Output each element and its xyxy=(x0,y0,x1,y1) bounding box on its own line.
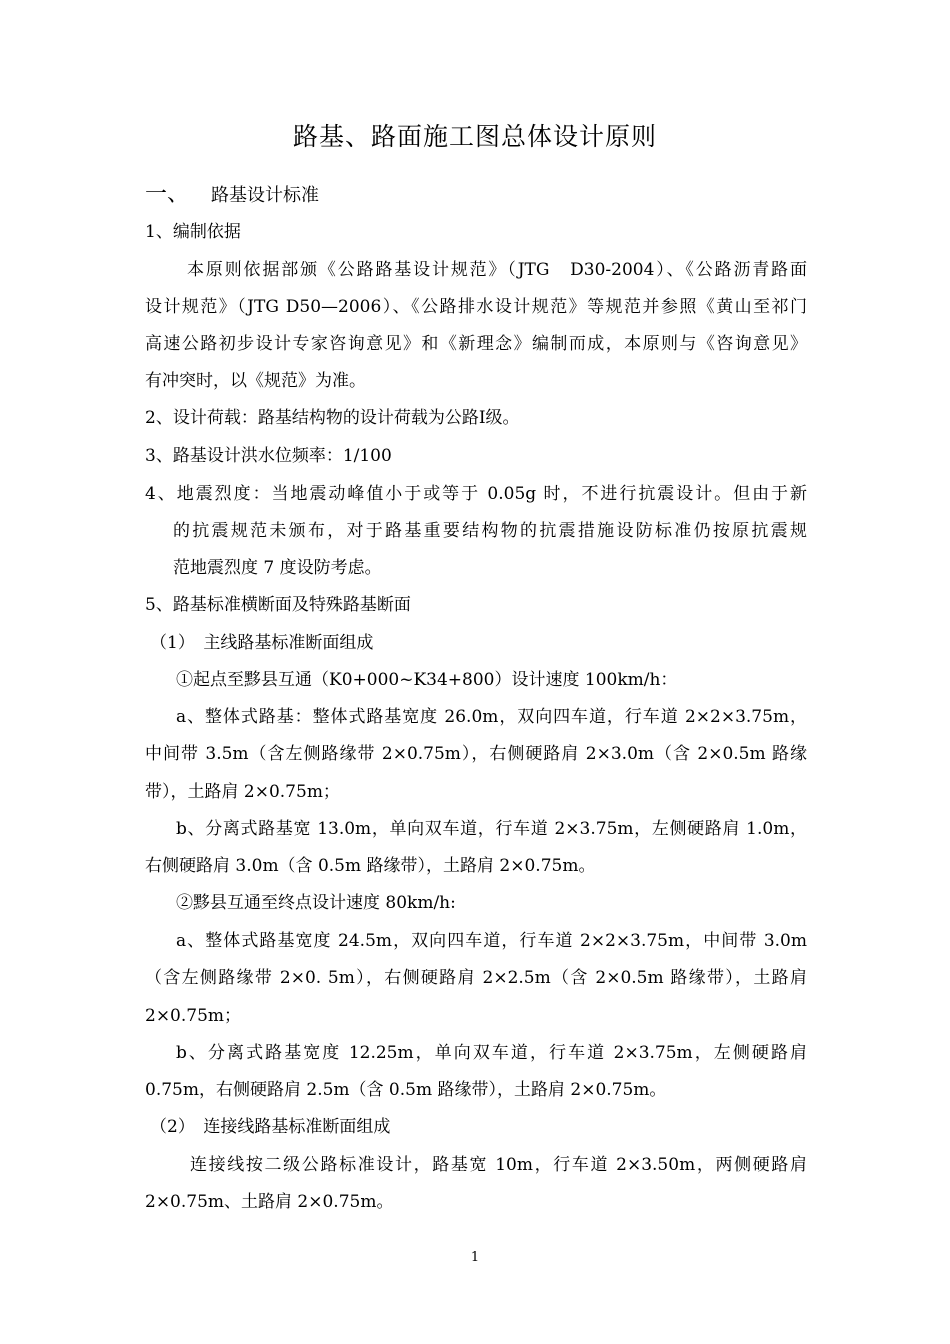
page-title: 路基、路面施工图总体设计原则 xyxy=(292,122,657,151)
paragraph-line: 0.75m，右侧硬路肩 2.5m（含 0.5m 路缘带），土路肩 2×0.75m。 xyxy=(145,1080,667,1100)
subitem-segment-2: ②黟县互通至终点设计速度 80km/h: xyxy=(176,893,456,913)
subitem-segment-1: ①起点至黟县互通（K0+000~K34+800）设计速度 100km/h： xyxy=(176,670,678,690)
paragraph-line: 中间带 3.5m（含左侧路缘带 2×0.75m），右侧硬路肩 2×3.0m（含 2×0.5m 路缘 xyxy=(145,744,807,764)
page-number: 1 xyxy=(470,1250,480,1265)
paragraph-line: 本原则依据部颁《公路路基设计规范》（JTG D30-2004）、《公路沥青路面 xyxy=(187,260,807,280)
paragraph-line: a、整体式路基：整体式路基宽度 26.0m，双向四车道，行车道 2×2×3.75m， xyxy=(176,707,807,727)
item-design-load: 2、设计荷载：路基结构物的设计荷载为公路Ⅰ级。 xyxy=(145,408,520,428)
paragraph-line: 高速公路初步设计专家咨询意见》和《新理念》编制而成，本原则与《咨询意见》 xyxy=(145,334,807,354)
section-number: 一、 xyxy=(145,182,190,207)
subheading-connector: （2） 连接线路基标准断面组成 xyxy=(150,1117,391,1137)
paragraph-line: （含左侧路缘带 2×0. 5m），右侧硬路肩 2×2.5m（含 2×0.5m 路缘带），土路肩 xyxy=(145,968,807,988)
paragraph-line: a、整体式路基宽度 24.5m，双向四车道，行车道 2×2×3.75m，中间带 3.0m xyxy=(176,931,807,951)
paragraph-line: 2×0.75m、土路肩 2×0.75m。 xyxy=(145,1192,394,1212)
subheading-mainline: （1） 主线路基标准断面组成 xyxy=(150,633,374,653)
section-heading-text: 路基设计标准 xyxy=(211,185,320,206)
item-seismic: 4、地震烈度：当地震动峰值小于或等于 0.05g 时，不进行抗震设计。但由于新 xyxy=(145,484,807,504)
paragraph-line: b、分离式路基宽度 12.25m，单向双车道，行车道 2×3.75m，左侧硬路肩 xyxy=(176,1043,807,1063)
paragraph-line: 带），土路肩 2×0.75m； xyxy=(145,782,340,802)
paragraph-line: 右侧硬路肩 3.0m（含 0.5m 路缘带），土路肩 2×0.75m。 xyxy=(145,856,596,876)
paragraph-line: 设计规范》（JTG D50—2006）、《公路排水设计规范》等规范并参照《黄山至祁门 xyxy=(145,297,807,317)
paragraph-line: 的抗震规范未颁布，对于路基重要结构物的抗震措施设防标准仍按原抗震规 xyxy=(173,521,807,541)
paragraph-line: b、分离式路基宽 13.0m，单向双车道，行车道 2×3.75m，左侧硬路肩 1.0m， xyxy=(176,819,807,839)
item-cross-section: 5、路基标准横断面及特殊路基断面 xyxy=(145,595,411,615)
item-flood-frequency: 3、路基设计洪水位频率：1/100 xyxy=(145,446,392,466)
section-heading xyxy=(145,177,319,208)
heading-basis: 1、编制依据 xyxy=(145,222,241,242)
paragraph-line: 连接线按二级公路标准设计，路基宽 10m，行车道 2×3.50m，两侧硬路肩 xyxy=(190,1155,807,1175)
paragraph-line: 有冲突时，以《规范》为准。 xyxy=(145,371,366,391)
paragraph-line: 范地震烈度 7 度设防考虑。 xyxy=(173,558,382,578)
paragraph-line: 2×0.75m； xyxy=(145,1006,242,1026)
